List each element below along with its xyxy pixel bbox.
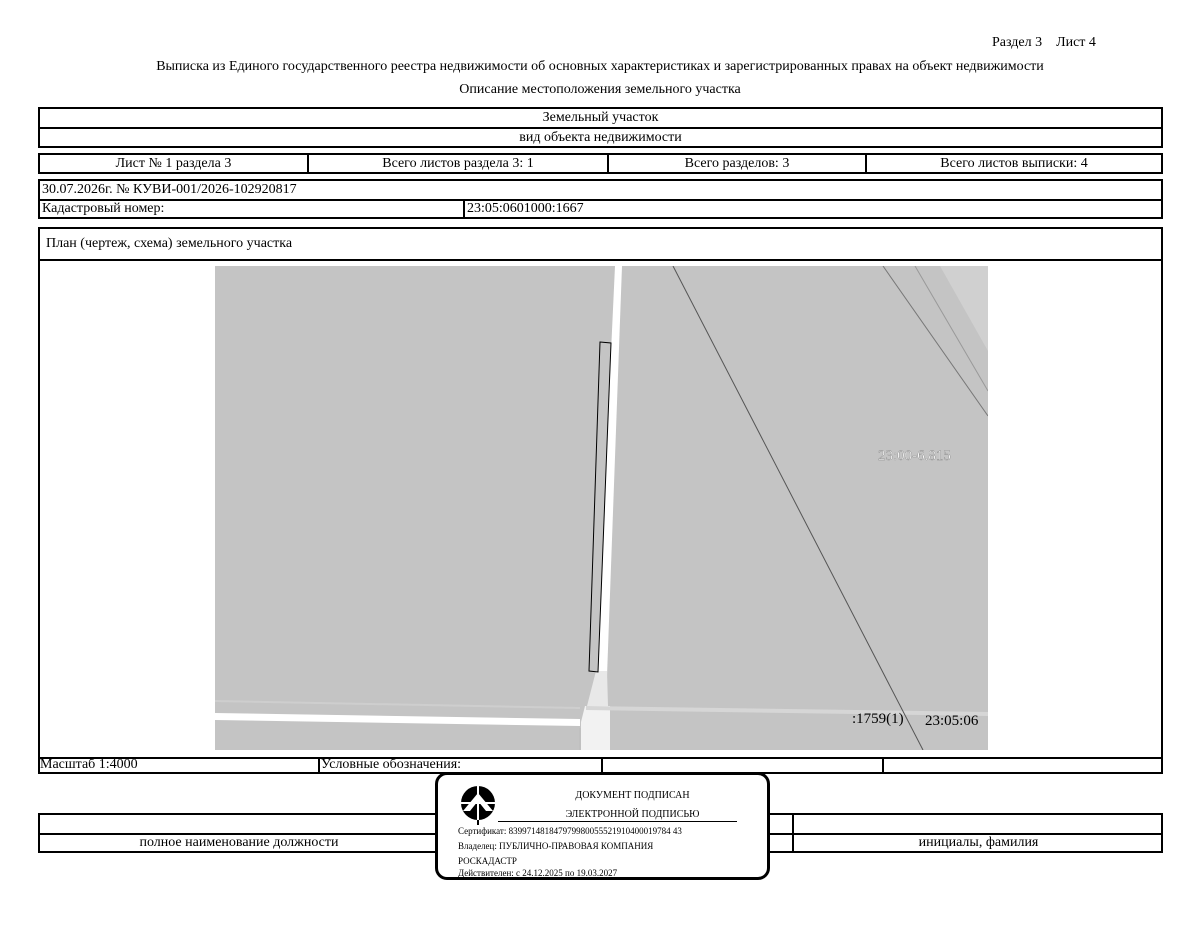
section-sheet-label: Раздел 3 Лист 4: [992, 35, 1096, 50]
road-horizontal-center: [581, 706, 610, 750]
scale-label: Масштаб 1:4000: [40, 757, 138, 772]
plan-map: [215, 266, 988, 750]
stamp-owner: Владелец: ПУБЛИЧНО-ПРАВОВАЯ КОМПАНИЯ: [458, 841, 654, 851]
stamp-line-1: ДОКУМЕНТ ПОДПИСАН: [575, 790, 690, 801]
parcel-1759-label: :1759(1): [852, 711, 904, 727]
zone-label: 23:00-6.815: [878, 448, 951, 464]
object-type-box: [38, 107, 1163, 148]
position-caption: полное наименование должности: [139, 835, 339, 850]
record-date-number: 30.07.2026г. № КУВИ-001/2026-102920817: [42, 182, 297, 197]
total-extract-sheets: Всего листов выписки: 4: [940, 156, 1088, 171]
name-caption: инициалы, фамилия: [918, 835, 1039, 850]
sheet-number: Лист № 1 раздела 3: [115, 156, 232, 171]
signature-stamp: [435, 772, 770, 880]
record-box: [38, 179, 1163, 219]
object-type-caption: вид объекта недвижимости: [519, 130, 682, 145]
total-section-sheets: Всего листов раздела 3: 1: [382, 156, 534, 171]
total-sections: Всего разделов: 3: [684, 156, 790, 171]
cadastral-number: 23:05:0601000:1667: [467, 201, 584, 216]
parcel-cut-label: 23:05:06: [925, 713, 979, 729]
plan-heading: План (чертеж, схема) земельного участка: [46, 236, 293, 251]
document-subtitle: Описание местоположения земельного участка: [459, 82, 741, 97]
object-type: Земельный участок: [542, 110, 659, 125]
cadastral-label: Кадастровый номер:: [42, 201, 165, 216]
stamp-certificate: Сертификат: 839971481847979980055521910400019784 43: [458, 826, 682, 836]
stamp-validity: Действителен: с 24.12.2025 по 19.03.2027: [458, 868, 618, 878]
sheets-row: [38, 153, 1163, 174]
stamp-owner-2: РОСКАДАСТР: [458, 856, 517, 866]
roskadastr-logo-icon: [458, 783, 498, 825]
stamp-line-2: ЭЛЕКТРОННОЙ ПОДПИСЬЮ: [565, 809, 700, 820]
legend-label: Условные обозначения:: [321, 757, 462, 772]
document-title: Выписка из Единого государственного реестра недвижимости об основных характеристиках и зарегистрированных правах на объект недвижимости: [156, 59, 1044, 74]
